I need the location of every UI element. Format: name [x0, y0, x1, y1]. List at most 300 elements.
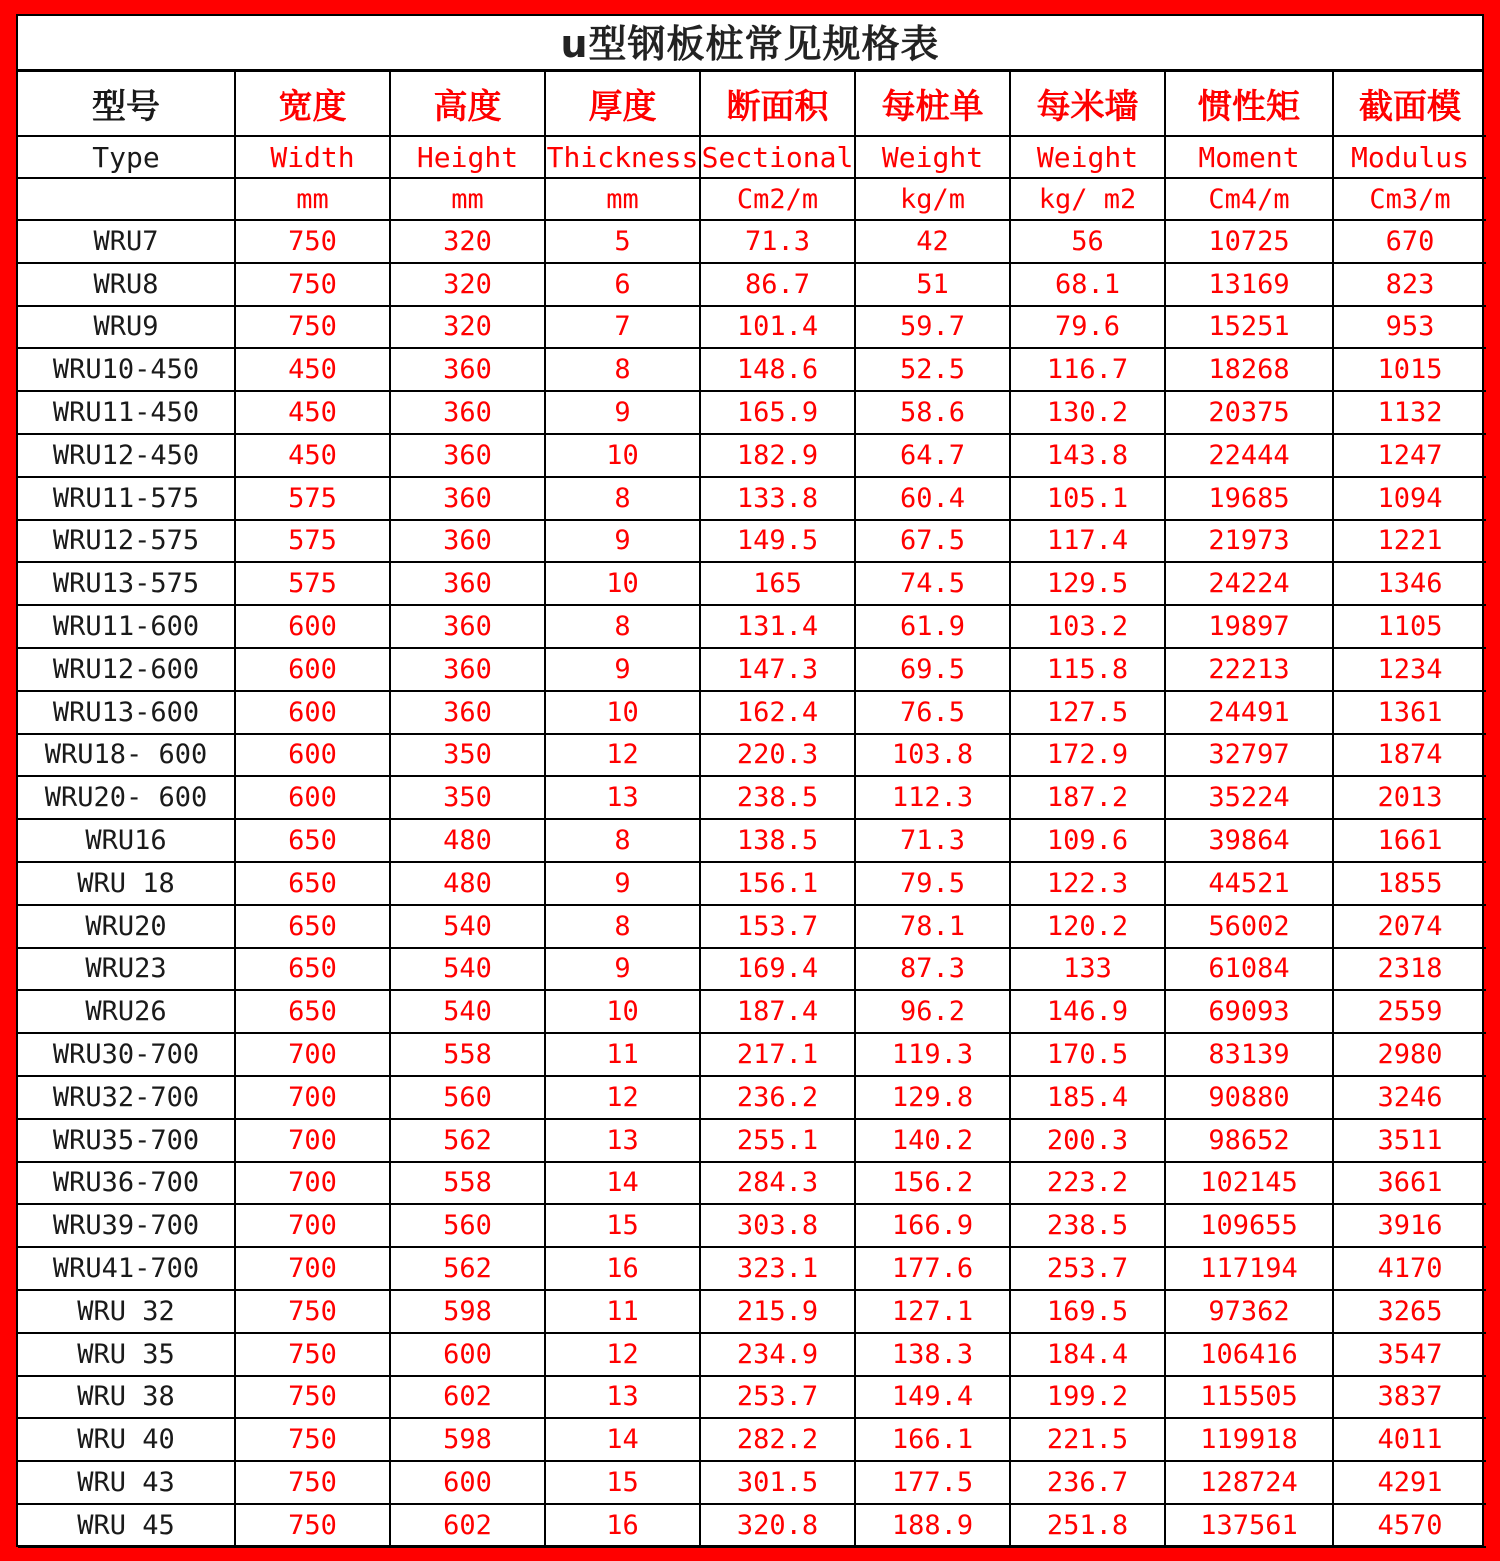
cell-modulus: 3246 [1333, 1076, 1486, 1119]
cell-width: 750 [235, 1461, 390, 1504]
cell-modulus: 3916 [1333, 1204, 1486, 1247]
cell-thickness: 7 [545, 306, 700, 349]
cell-width: 575 [235, 562, 390, 605]
cell-width: 650 [235, 819, 390, 862]
cell-height: 360 [390, 605, 545, 648]
cell-sectional: 234.9 [700, 1333, 855, 1376]
cell-height: 602 [390, 1504, 545, 1547]
header-en-thickness: Thickness [545, 136, 700, 178]
cell-width: 700 [235, 1204, 390, 1247]
cell-height: 600 [390, 1461, 545, 1504]
cell-width: 575 [235, 520, 390, 563]
cell-thickness: 8 [545, 905, 700, 948]
cell-sectional: 323.1 [700, 1247, 855, 1290]
cell-weight-pile: 79.5 [855, 862, 1010, 905]
unit-weight-pile: kg/m [855, 178, 1010, 220]
cell-weight-pile: 177.6 [855, 1247, 1010, 1290]
header-zh-weight-pile: 每桩单 [855, 72, 1010, 136]
cell-height: 540 [390, 990, 545, 1033]
cell-moment: 128724 [1165, 1461, 1333, 1504]
cell-modulus: 1015 [1333, 348, 1486, 391]
header-row-zh [18, 72, 1486, 136]
cell-modulus: 4170 [1333, 1247, 1486, 1290]
cell-sectional: 220.3 [700, 734, 855, 777]
table-row [18, 1033, 1486, 1076]
cell-type: WRU 45 [18, 1504, 235, 1547]
cell-weight-pile: 112.3 [855, 776, 1010, 819]
cell-weight-pile: 103.8 [855, 734, 1010, 777]
cell-moment: 102145 [1165, 1162, 1333, 1205]
table-row [18, 1076, 1486, 1119]
cell-type: WRU20 [18, 905, 235, 948]
cell-height: 600 [390, 1333, 545, 1376]
table-row [18, 905, 1486, 948]
cell-thickness: 8 [545, 348, 700, 391]
cell-weight-wall: 184.4 [1010, 1333, 1165, 1376]
cell-thickness: 12 [545, 1076, 700, 1119]
cell-weight-wall: 133 [1010, 948, 1165, 991]
cell-thickness: 10 [545, 562, 700, 605]
cell-height: 562 [390, 1119, 545, 1162]
unit-moment: Cm4/m [1165, 178, 1333, 220]
cell-modulus: 2318 [1333, 948, 1486, 991]
cell-weight-wall: 146.9 [1010, 990, 1165, 1033]
cell-height: 480 [390, 862, 545, 905]
header-en-weight-pile: Weight [855, 136, 1010, 178]
cell-modulus: 4011 [1333, 1418, 1486, 1461]
cell-width: 750 [235, 1504, 390, 1547]
table-row [18, 348, 1486, 391]
cell-height: 350 [390, 734, 545, 777]
cell-modulus: 1661 [1333, 819, 1486, 862]
cell-modulus: 3547 [1333, 1333, 1486, 1376]
cell-moment: 69093 [1165, 990, 1333, 1033]
cell-weight-wall: 122.3 [1010, 862, 1165, 905]
cell-type: WRU9 [18, 306, 235, 349]
cell-type: WRU 43 [18, 1461, 235, 1504]
cell-height: 360 [390, 691, 545, 734]
unit-weight-wall: kg/ m2 [1010, 178, 1165, 220]
cell-modulus: 3661 [1333, 1162, 1486, 1205]
cell-sectional: 148.6 [700, 348, 855, 391]
cell-modulus: 1874 [1333, 734, 1486, 777]
cell-thickness: 8 [545, 477, 700, 520]
cell-weight-wall: 103.2 [1010, 605, 1165, 648]
cell-height: 598 [390, 1290, 545, 1333]
cell-thickness: 10 [545, 990, 700, 1033]
cell-weight-wall: 109.6 [1010, 819, 1165, 862]
cell-thickness: 16 [545, 1247, 700, 1290]
cell-weight-wall: 120.2 [1010, 905, 1165, 948]
header-zh-type: 型号 [18, 72, 235, 136]
cell-modulus: 4570 [1333, 1504, 1486, 1547]
cell-modulus: 2980 [1333, 1033, 1486, 1076]
header-en-moment: Moment [1165, 136, 1333, 178]
unit-type [18, 178, 235, 220]
cell-width: 600 [235, 691, 390, 734]
cell-weight-wall: 56 [1010, 220, 1165, 263]
cell-weight-pile: 119.3 [855, 1033, 1010, 1076]
cell-sectional: 147.3 [700, 648, 855, 691]
cell-width: 450 [235, 348, 390, 391]
cell-weight-pile: 87.3 [855, 948, 1010, 991]
cell-sectional: 101.4 [700, 306, 855, 349]
cell-moment: 15251 [1165, 306, 1333, 349]
cell-type: WRU20- 600 [18, 776, 235, 819]
cell-sectional: 162.4 [700, 691, 855, 734]
cell-weight-wall: 170.5 [1010, 1033, 1165, 1076]
cell-height: 360 [390, 348, 545, 391]
cell-sectional: 133.8 [700, 477, 855, 520]
cell-thickness: 8 [545, 605, 700, 648]
cell-weight-pile: 140.2 [855, 1119, 1010, 1162]
cell-sectional: 153.7 [700, 905, 855, 948]
cell-width: 650 [235, 905, 390, 948]
cell-height: 598 [390, 1418, 545, 1461]
table-row [18, 1376, 1486, 1419]
cell-weight-pile: 138.3 [855, 1333, 1010, 1376]
cell-thickness: 13 [545, 776, 700, 819]
header-zh-thickness: 厚度 [545, 72, 700, 136]
cell-weight-pile: 67.5 [855, 520, 1010, 563]
cell-modulus: 4291 [1333, 1461, 1486, 1504]
cell-thickness: 15 [545, 1204, 700, 1247]
cell-thickness: 9 [545, 391, 700, 434]
cell-moment: 98652 [1165, 1119, 1333, 1162]
table-row [18, 862, 1486, 905]
cell-width: 650 [235, 862, 390, 905]
cell-height: 320 [390, 263, 545, 306]
cell-weight-pile: 71.3 [855, 819, 1010, 862]
cell-weight-wall: 236.7 [1010, 1461, 1165, 1504]
header-en-height: Height [390, 136, 545, 178]
cell-weight-wall: 127.5 [1010, 691, 1165, 734]
cell-width: 750 [235, 263, 390, 306]
cell-modulus: 3265 [1333, 1290, 1486, 1333]
table-row [18, 1290, 1486, 1333]
cell-height: 560 [390, 1204, 545, 1247]
cell-weight-pile: 166.1 [855, 1418, 1010, 1461]
cell-weight-wall: 117.4 [1010, 520, 1165, 563]
cell-height: 562 [390, 1247, 545, 1290]
table-row [18, 477, 1486, 520]
table-row [18, 1204, 1486, 1247]
cell-moment: 117194 [1165, 1247, 1333, 1290]
cell-width: 600 [235, 734, 390, 777]
cell-type: WRU12-575 [18, 520, 235, 563]
header-en-type: Type [18, 136, 235, 178]
cell-weight-pile: 96.2 [855, 990, 1010, 1033]
cell-weight-pile: 59.7 [855, 306, 1010, 349]
cell-type: WRU39-700 [18, 1204, 235, 1247]
cell-sectional: 165 [700, 562, 855, 605]
cell-weight-wall: 251.8 [1010, 1504, 1165, 1547]
cell-weight-wall: 185.4 [1010, 1076, 1165, 1119]
cell-weight-wall: 253.7 [1010, 1247, 1165, 1290]
table-row [18, 520, 1486, 563]
header-en-weight-wall: Weight [1010, 136, 1165, 178]
cell-height: 558 [390, 1033, 545, 1076]
unit-width: mm [235, 178, 390, 220]
cell-moment: 115505 [1165, 1376, 1333, 1419]
cell-weight-pile: 52.5 [855, 348, 1010, 391]
header-en-width: Width [235, 136, 390, 178]
cell-weight-pile: 177.5 [855, 1461, 1010, 1504]
cell-weight-pile: 188.9 [855, 1504, 1010, 1547]
cell-weight-pile: 58.6 [855, 391, 1010, 434]
cell-width: 450 [235, 391, 390, 434]
cell-type: WRU12-450 [18, 434, 235, 477]
cell-weight-wall: 199.2 [1010, 1376, 1165, 1419]
cell-weight-wall: 221.5 [1010, 1418, 1165, 1461]
cell-height: 558 [390, 1162, 545, 1205]
cell-weight-wall: 223.2 [1010, 1162, 1165, 1205]
cell-sectional: 284.3 [700, 1162, 855, 1205]
cell-thickness: 16 [545, 1504, 700, 1547]
cell-modulus: 953 [1333, 306, 1486, 349]
cell-moment: 18268 [1165, 348, 1333, 391]
table-row [18, 263, 1486, 306]
cell-moment: 22213 [1165, 648, 1333, 691]
unit-modulus: Cm3/m [1333, 178, 1486, 220]
cell-height: 360 [390, 434, 545, 477]
cell-moment: 90880 [1165, 1076, 1333, 1119]
cell-width: 750 [235, 220, 390, 263]
header-zh-sectional: 断面积 [700, 72, 855, 136]
cell-weight-wall: 115.8 [1010, 648, 1165, 691]
cell-moment: 21973 [1165, 520, 1333, 563]
cell-moment: 61084 [1165, 948, 1333, 991]
table-row [18, 220, 1486, 263]
cell-weight-wall: 187.2 [1010, 776, 1165, 819]
cell-sectional: 156.1 [700, 862, 855, 905]
cell-weight-pile: 149.4 [855, 1376, 1010, 1419]
cell-height: 360 [390, 562, 545, 605]
cell-width: 575 [235, 477, 390, 520]
cell-sectional: 253.7 [700, 1376, 855, 1419]
cell-sectional: 236.2 [700, 1076, 855, 1119]
cell-sectional: 165.9 [700, 391, 855, 434]
cell-thickness: 14 [545, 1162, 700, 1205]
cell-height: 602 [390, 1376, 545, 1419]
cell-weight-wall: 169.5 [1010, 1290, 1165, 1333]
table-row [18, 948, 1486, 991]
table-row [18, 990, 1486, 1033]
cell-modulus: 1221 [1333, 520, 1486, 563]
cell-thickness: 12 [545, 734, 700, 777]
table-row [18, 648, 1486, 691]
cell-sectional: 86.7 [700, 263, 855, 306]
cell-thickness: 13 [545, 1119, 700, 1162]
cell-thickness: 9 [545, 648, 700, 691]
cell-type: WRU35-700 [18, 1119, 235, 1162]
cell-type: WRU16 [18, 819, 235, 862]
cell-sectional: 187.4 [700, 990, 855, 1033]
table-row [18, 1461, 1486, 1504]
table-row [18, 1504, 1486, 1547]
cell-weight-wall: 200.3 [1010, 1119, 1165, 1162]
cell-moment: 97362 [1165, 1290, 1333, 1333]
cell-modulus: 2074 [1333, 905, 1486, 948]
header-zh-moment: 惯性矩 [1165, 72, 1333, 136]
table-row [18, 1333, 1486, 1376]
cell-width: 700 [235, 1162, 390, 1205]
cell-sectional: 149.5 [700, 520, 855, 563]
cell-thickness: 9 [545, 948, 700, 991]
cell-weight-wall: 68.1 [1010, 263, 1165, 306]
table-row [18, 1247, 1486, 1290]
unit-height: mm [390, 178, 545, 220]
cell-width: 750 [235, 1376, 390, 1419]
cell-weight-pile: 166.9 [855, 1204, 1010, 1247]
table-row [18, 734, 1486, 777]
cell-moment: 13169 [1165, 263, 1333, 306]
cell-thickness: 9 [545, 520, 700, 563]
cell-modulus: 2013 [1333, 776, 1486, 819]
cell-weight-pile: 129.8 [855, 1076, 1010, 1119]
spec-table [18, 72, 1486, 1548]
cell-weight-pile: 69.5 [855, 648, 1010, 691]
cell-modulus: 3837 [1333, 1376, 1486, 1419]
cell-sectional: 138.5 [700, 819, 855, 862]
cell-sectional: 238.5 [700, 776, 855, 819]
spec-sheet [16, 14, 1484, 1547]
cell-type: WRU18- 600 [18, 734, 235, 777]
cell-type: WRU8 [18, 263, 235, 306]
cell-width: 700 [235, 1119, 390, 1162]
cell-weight-pile: 61.9 [855, 605, 1010, 648]
cell-weight-pile: 156.2 [855, 1162, 1010, 1205]
cell-thickness: 6 [545, 263, 700, 306]
cell-moment: 35224 [1165, 776, 1333, 819]
cell-weight-pile: 60.4 [855, 477, 1010, 520]
cell-sectional: 182.9 [700, 434, 855, 477]
cell-moment: 24491 [1165, 691, 1333, 734]
cell-thickness: 10 [545, 691, 700, 734]
cell-moment: 24224 [1165, 562, 1333, 605]
cell-sectional: 169.4 [700, 948, 855, 991]
cell-type: WRU26 [18, 990, 235, 1033]
cell-moment: 22444 [1165, 434, 1333, 477]
table-row [18, 691, 1486, 734]
cell-moment: 44521 [1165, 862, 1333, 905]
cell-sectional: 301.5 [700, 1461, 855, 1504]
cell-weight-pile: 78.1 [855, 905, 1010, 948]
cell-modulus: 1094 [1333, 477, 1486, 520]
header-en-sectional: Sectional [700, 136, 855, 178]
cell-thickness: 10 [545, 434, 700, 477]
cell-thickness: 5 [545, 220, 700, 263]
cell-type: WRU41-700 [18, 1247, 235, 1290]
table-row [18, 1418, 1486, 1461]
cell-sectional: 255.1 [700, 1119, 855, 1162]
cell-width: 750 [235, 306, 390, 349]
cell-modulus: 1105 [1333, 605, 1486, 648]
cell-height: 360 [390, 391, 545, 434]
cell-weight-wall: 79.6 [1010, 306, 1165, 349]
cell-type: WRU30-700 [18, 1033, 235, 1076]
cell-width: 700 [235, 1076, 390, 1119]
cell-type: WRU7 [18, 220, 235, 263]
units-row [18, 178, 1486, 220]
cell-weight-pile: 42 [855, 220, 1010, 263]
cell-height: 320 [390, 220, 545, 263]
cell-moment: 19897 [1165, 605, 1333, 648]
cell-sectional: 282.2 [700, 1418, 855, 1461]
cell-type: WRU 32 [18, 1290, 235, 1333]
header-row-en [18, 136, 1486, 178]
cell-thickness: 9 [545, 862, 700, 905]
cell-weight-wall: 105.1 [1010, 477, 1165, 520]
table-row [18, 562, 1486, 605]
cell-width: 600 [235, 605, 390, 648]
cell-type: WRU13-575 [18, 562, 235, 605]
cell-height: 540 [390, 948, 545, 991]
table-row [18, 306, 1486, 349]
cell-sectional: 131.4 [700, 605, 855, 648]
cell-type: WRU11-450 [18, 391, 235, 434]
cell-moment: 106416 [1165, 1333, 1333, 1376]
cell-sectional: 303.8 [700, 1204, 855, 1247]
cell-type: WRU23 [18, 948, 235, 991]
cell-sectional: 215.9 [700, 1290, 855, 1333]
cell-thickness: 11 [545, 1290, 700, 1333]
unit-thickness: mm [545, 178, 700, 220]
cell-modulus: 1247 [1333, 434, 1486, 477]
cell-width: 750 [235, 1418, 390, 1461]
table-row [18, 1162, 1486, 1205]
cell-weight-pile: 74.5 [855, 562, 1010, 605]
cell-thickness: 15 [545, 1461, 700, 1504]
cell-moment: 56002 [1165, 905, 1333, 948]
cell-modulus: 1361 [1333, 691, 1486, 734]
cell-width: 450 [235, 434, 390, 477]
cell-moment: 10725 [1165, 220, 1333, 263]
cell-weight-pile: 127.1 [855, 1290, 1010, 1333]
cell-weight-wall: 129.5 [1010, 562, 1165, 605]
cell-moment: 109655 [1165, 1204, 1333, 1247]
cell-weight-wall: 130.2 [1010, 391, 1165, 434]
cell-modulus: 1855 [1333, 862, 1486, 905]
header-zh-modulus: 截面模 [1333, 72, 1486, 136]
cell-modulus: 670 [1333, 220, 1486, 263]
table-row [18, 1119, 1486, 1162]
cell-height: 360 [390, 520, 545, 563]
cell-type: WRU 40 [18, 1418, 235, 1461]
header-zh-weight-wall: 每米墙 [1010, 72, 1165, 136]
cell-width: 600 [235, 776, 390, 819]
cell-width: 750 [235, 1290, 390, 1333]
cell-moment: 83139 [1165, 1033, 1333, 1076]
cell-type: WRU 38 [18, 1376, 235, 1419]
cell-moment: 19685 [1165, 477, 1333, 520]
cell-modulus: 1234 [1333, 648, 1486, 691]
cell-type: WRU10-450 [18, 348, 235, 391]
cell-sectional: 217.1 [700, 1033, 855, 1076]
cell-height: 360 [390, 477, 545, 520]
cell-weight-pile: 51 [855, 263, 1010, 306]
cell-moment: 39864 [1165, 819, 1333, 862]
cell-height: 320 [390, 306, 545, 349]
table-row [18, 605, 1486, 648]
cell-width: 600 [235, 648, 390, 691]
cell-modulus: 823 [1333, 263, 1486, 306]
cell-modulus: 1132 [1333, 391, 1486, 434]
header-en-modulus: Modulus [1333, 136, 1486, 178]
cell-weight-wall: 172.9 [1010, 734, 1165, 777]
cell-type: WRU11-600 [18, 605, 235, 648]
cell-weight-wall: 143.8 [1010, 434, 1165, 477]
